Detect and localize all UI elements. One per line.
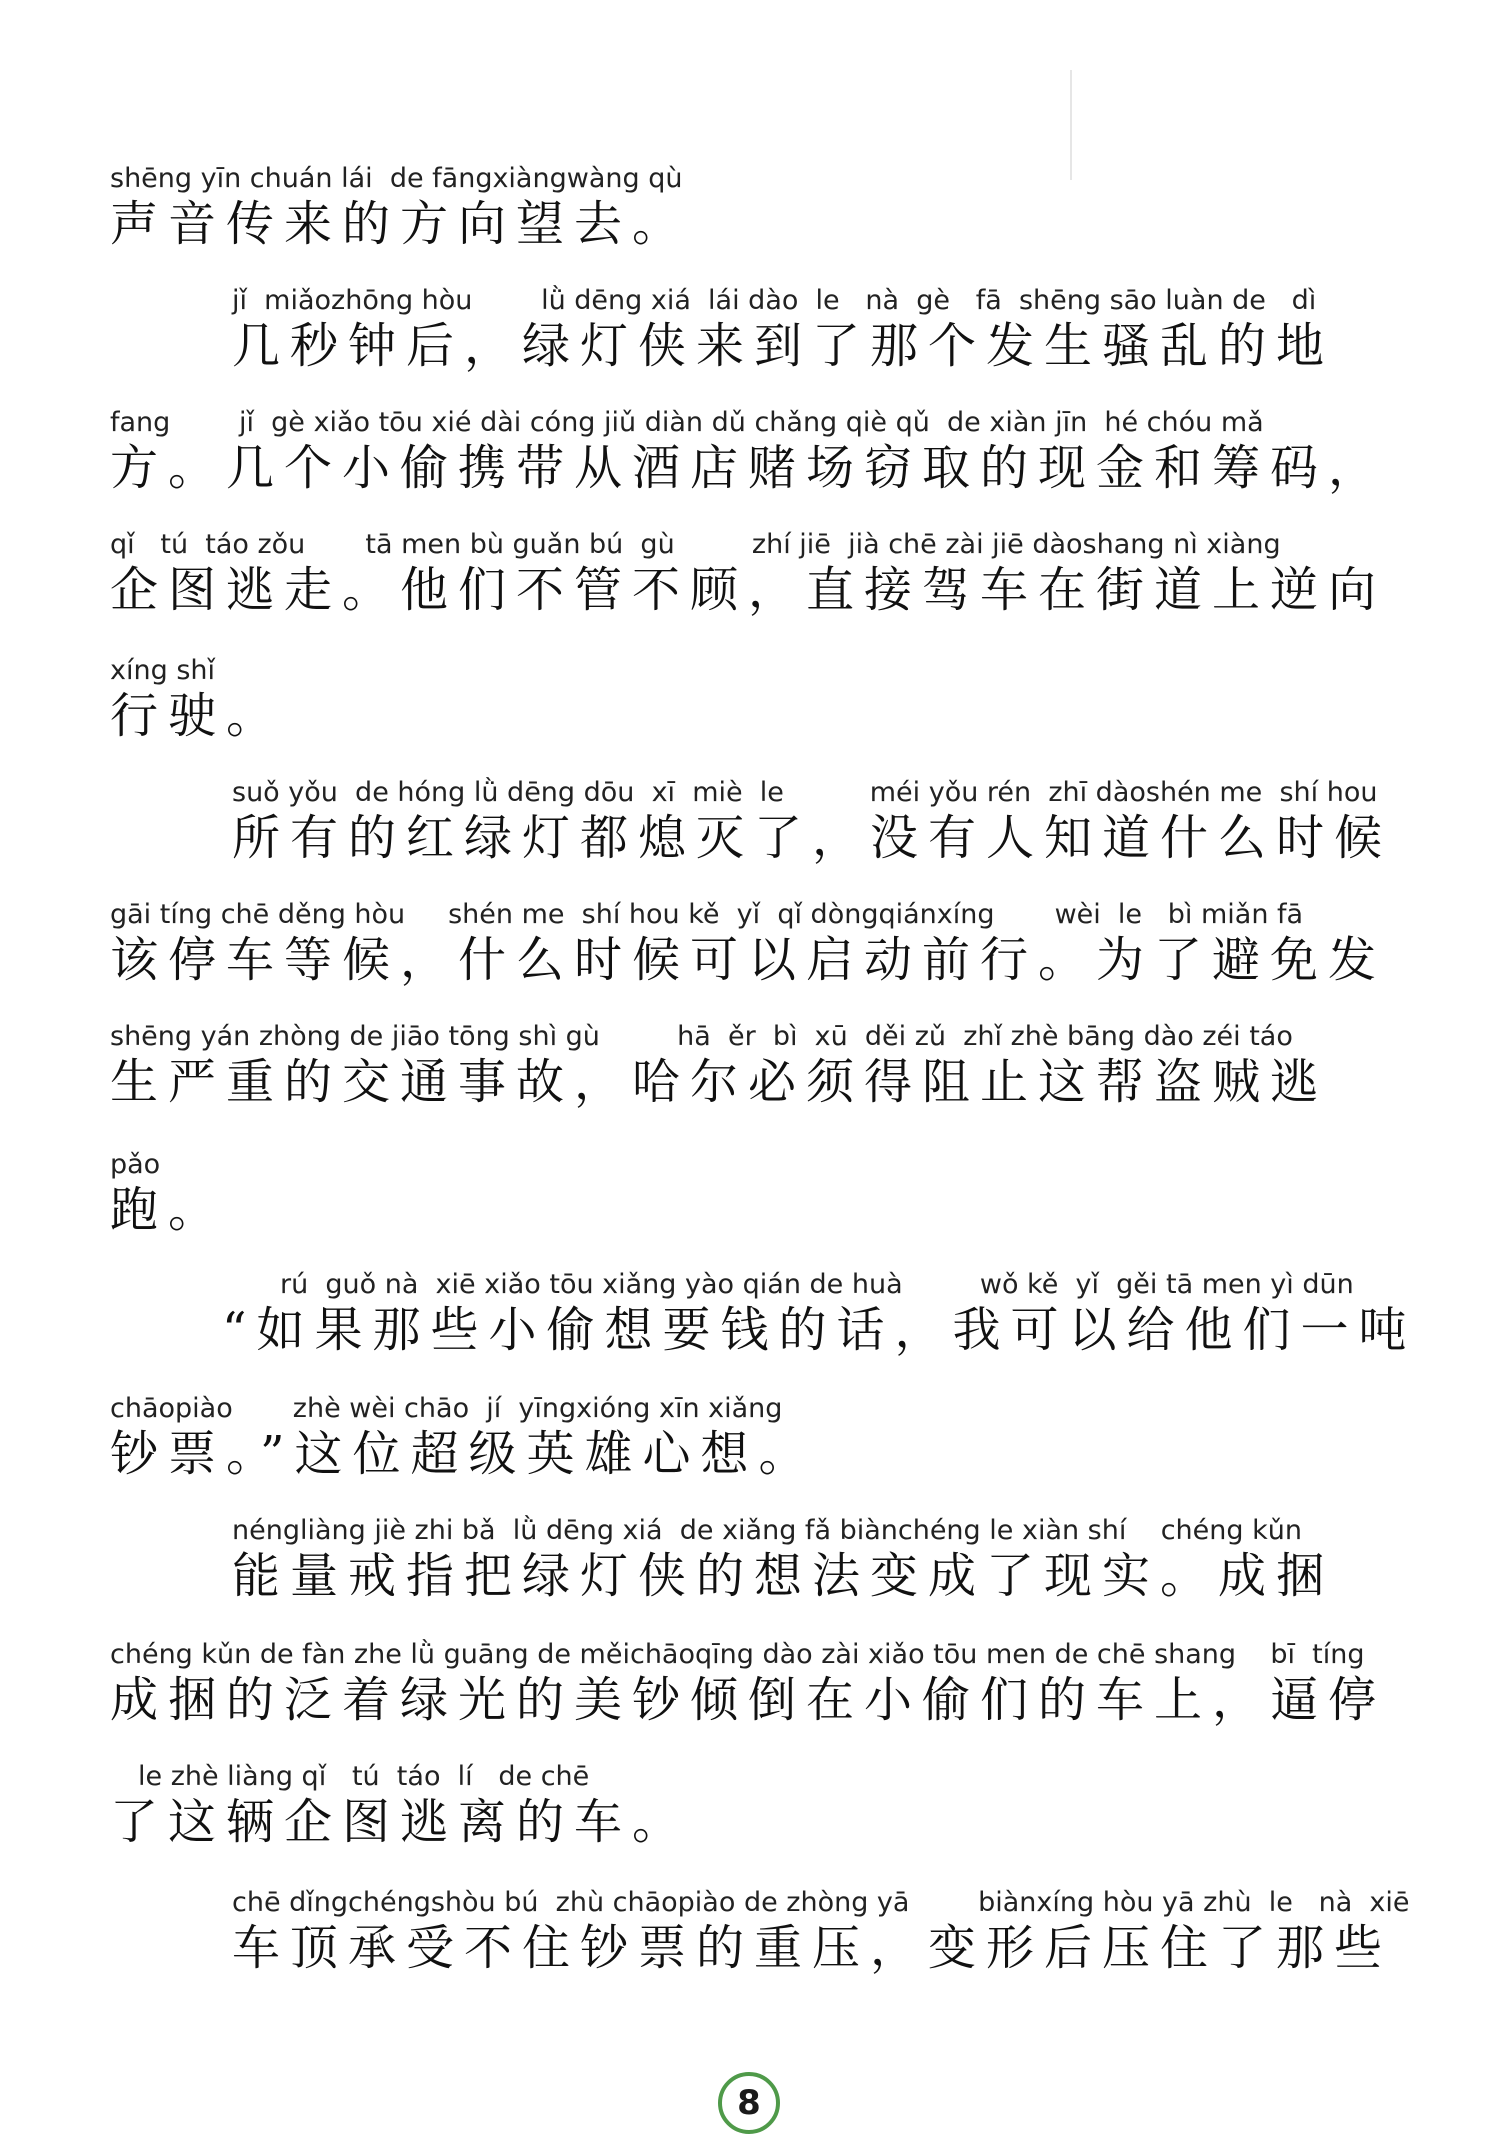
- hanzi-line: 成捆的泛着绿光的美钞倾倒在小偷们的车上，逼停: [110, 1672, 1387, 1728]
- hanzi-line: 跑。: [110, 1182, 227, 1238]
- text-line-12: [232, 1514, 1402, 1604]
- pinyin-line: suǒ yǒu de hóng lǜ dēng dōu xī miè le méi yǒu rén zhī dàoshén me shí hou: [232, 777, 1378, 808]
- pinyin-line: jǐ miǎozhōng hòu lǜ dēng xiá lái dào le nà gè fā shēng sāo luàn de dì: [232, 285, 1317, 316]
- hanzi-line: 几秒钟后，绿灯侠来到了那个发生骚乱的地: [232, 318, 1335, 374]
- hanzi-line: 了这辆企图逃离的车。: [110, 1794, 691, 1850]
- text-line-8: [110, 1020, 1400, 1110]
- hanzi-line: 钞票。”这位超级英雄心想。: [110, 1426, 817, 1482]
- text-line-7: [110, 898, 1400, 988]
- text-line-14: [110, 1760, 1400, 1850]
- pinyin-line: shēng yīn chuán lái de fāngxiàngwàng qù: [110, 163, 683, 194]
- text-line-3: [110, 406, 1400, 496]
- hanzi-line: 能量戒指把绿灯侠的想法变成了现实。成捆: [232, 1548, 1335, 1604]
- hanzi-line: 行驶。: [110, 688, 285, 744]
- pinyin-line: rú guǒ nà xiē xiǎo tōu xiǎng yào qián de huà wǒ kě yǐ gěi tā men yì dūn: [280, 1269, 1354, 1300]
- pinyin-line: pǎo: [110, 1149, 161, 1180]
- pinyin-line: le zhè liàng qǐ tú táo lí de chē: [138, 1761, 590, 1792]
- pinyin-line: fang jǐ gè xiǎo tōu xié dài cóng jiǔ diàn dǔ chǎng qiè qǔ de xiàn jīn hé chóu mǎ: [110, 407, 1264, 438]
- text-line-15: [232, 1886, 1410, 1976]
- hanzi-line: 所有的红绿灯都熄灭了，没有人知道什么时候: [232, 810, 1393, 866]
- pinyin-line: xíng shǐ: [110, 655, 215, 686]
- text-line-6: [232, 776, 1402, 866]
- hanzi-line: 方。几个小偷携带从酒店赌场窃取的现金和筹码，: [110, 440, 1387, 496]
- hanzi-line: “如果那些小偷想要钱的话，我可以给他们一吨: [222, 1302, 1417, 1358]
- pinyin-line: chāopiào zhè wèi chāo jí yīngxióng xīn xiǎng: [110, 1393, 783, 1424]
- text-line-10: [222, 1268, 1417, 1358]
- hanzi-line: 车顶承受不住钞票的重压，变形后压住了那些: [232, 1920, 1393, 1976]
- text-line-11: [110, 1392, 1400, 1482]
- text-line-2: [232, 284, 1402, 374]
- pinyin-line: qǐ tú táo zǒu tā men bù guǎn bú gù zhí jiē jià chē zài jiē dàoshang nì xiàng: [110, 529, 1281, 560]
- hanzi-line: 企图逃走。他们不管不顾，直接驾车在街道上逆向: [110, 562, 1387, 618]
- text-line-13: [110, 1638, 1400, 1728]
- page-number: 8: [718, 2072, 780, 2134]
- pinyin-line: chē dǐngchéngshòu bú zhù chāopiào de zhòng yā biànxíng hòu yā zhù le nà xiē: [232, 1887, 1410, 1918]
- text-line-1: [110, 162, 1400, 252]
- text-line-9: [110, 1148, 1400, 1238]
- pinyin-line: gāi tíng chē děng hòu shén me shí hou kě yǐ qǐ dòngqiánxíng wèi le bì miǎn fā: [110, 899, 1304, 930]
- pinyin-line: néngliàng jiè zhi bǎ lǜ dēng xiá de xiǎng fǎ biànchéng le xiàn shí chéng kǔn: [232, 1515, 1302, 1546]
- hanzi-line: 生严重的交通事故，哈尔必须得阻止这帮盗贼逃: [110, 1054, 1329, 1110]
- hanzi-line: 该停车等候，什么时候可以启动前行。为了避免发: [110, 932, 1387, 988]
- text-line-5: [110, 654, 1400, 744]
- pinyin-line: chéng kǔn de fàn zhe lǜ guāng de měichāoqīng dào zài xiǎo tōu men de chē shang bī tíng: [110, 1639, 1365, 1670]
- text-line-4: [110, 528, 1400, 618]
- pinyin-line: shēng yán zhòng de jiāo tōng shì gù hā ěr bì xū děi zǔ zhǐ zhè bāng dào zéi táo: [110, 1021, 1293, 1052]
- hanzi-line: 声音传来的方向望去。: [110, 196, 691, 252]
